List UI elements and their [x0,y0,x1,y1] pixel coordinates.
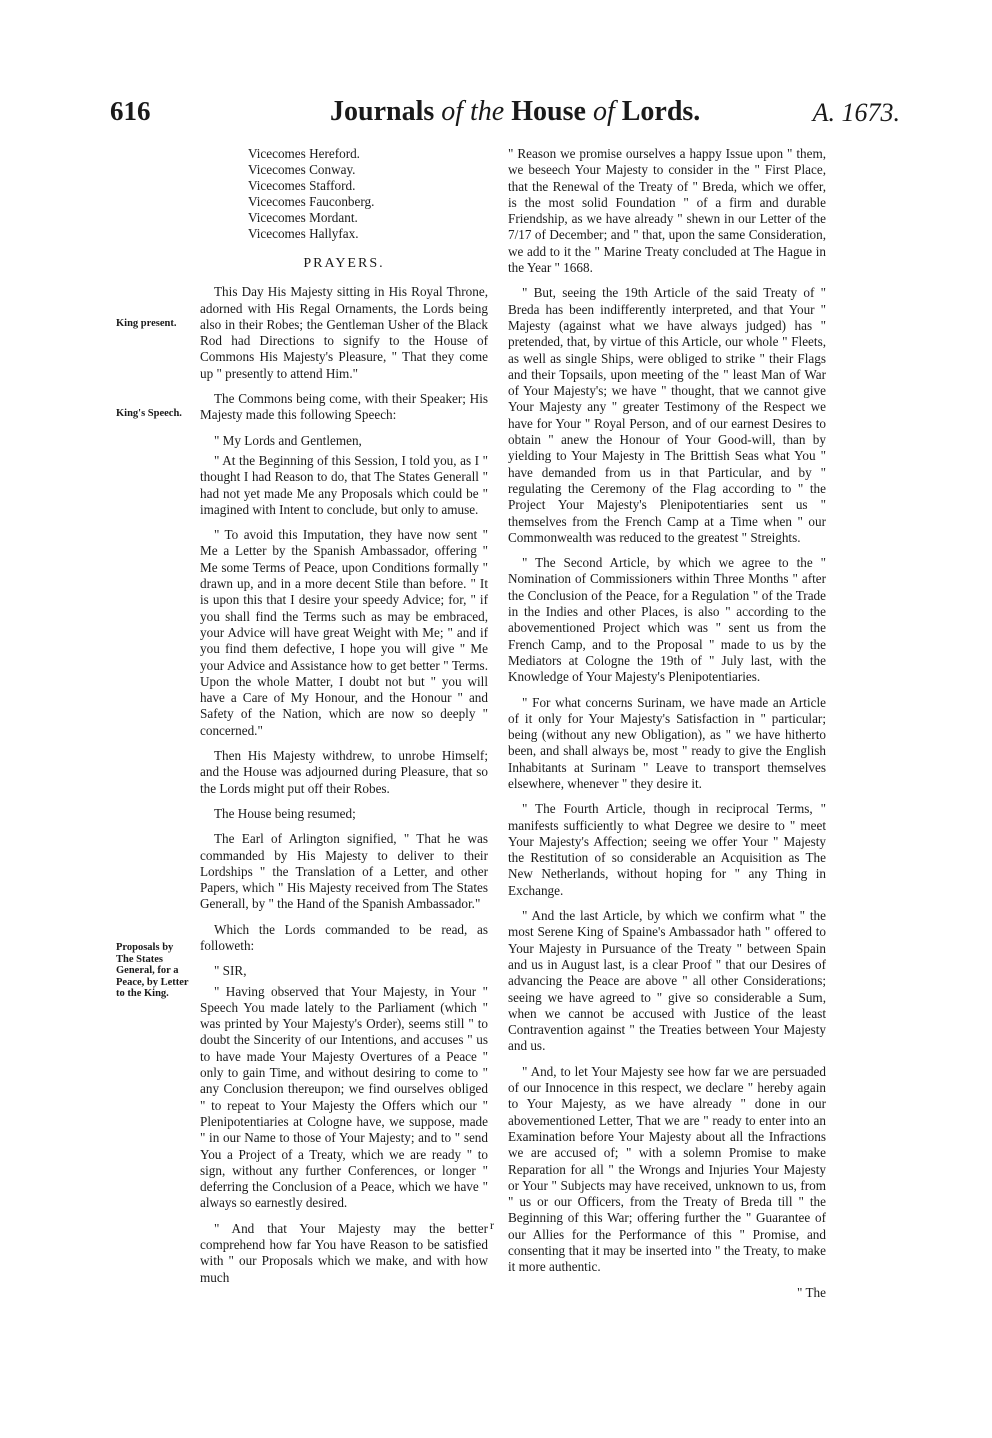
speech-salutation: " My Lords and Gentlemen, [214,432,362,448]
viscount-entry: Vicecomes Fauconberg. [248,194,375,209]
paragraph: " For what concerns Surinam, we have made an Article of it only for Your Majesty's Satisfaction in " particular; being (without any new Obligation), as " we have hitherto been, and shall always be, most " ready to give the English Inhabitants at Surinam " Leave to transport themselves elsewhere, whenever " they desire it. [508,694,826,791]
signature-mark: r [490,1218,494,1232]
paragraph: " But, seeing the 19th Article of the said Treaty of " Breda has been indifferently interpreted, and that Your " Majesty (against what we have always judged) has " pretended, that, by virtue of this Article, our whole " Fleets, as well as single Ships, were obliged to strike " their Flags and their Topsails, upon meeting of the " least Man of War of Your Majesty's; we have " thought, that we cannot give Your Majesty any " greater Testimony of the Respect we have for Your " Royal Person, and of our earnest Desires to obtain " anew the Honour of Your Good-will, than by yielding to Your Majesty in The Brittish Seas what You " have demanded from us in that Particular, and by " regulating the Ceremony of the Flag according to " the Project Your Majesty's Plenipotentiaries sent us " themselves from the French Camp at a Time when " our Commonwealth was reduced to the greatest " Streights. [508,285,826,545]
year-label: A. 1673. [812,98,900,127]
paragraph: The House being resumed; [214,805,356,821]
viscount-entry: Vicecomes Conway. [248,162,356,177]
paragraph: This Day His Majesty sitting in His Royal Throne, adorned with His Regal Ornaments, the Lords being also in their Robes; the Gentleman Usher of the Black Rod had Directions to signify to the House of Commons His Majesty's Pleasure, " That they come up " presently to attend Him." [200,284,488,381]
margin-note-proposals: Proposals by The States General, for a Peace, by Letter to the King. [116,942,189,999]
right-column [508,146,826,1301]
viscount-entry: Vicecomes Mordant. [248,210,358,225]
letter-salutation: " SIR, [214,963,247,979]
paragraph: " The Second Article, by which we agree to the " Nomination of Commissioners within Three Months " after the Conclusion of the Peace, for a Regulation " of the Trade in the Indies and other Places, is also " according to the abovementioned Project which was " sent us from the French Camp, and to the Proposal " made to us by the Mediators at Cologne the 19th of " July last, with the Knowledge of Your Majesty's Plenipotentiaries. [508,555,826,685]
page-title: Journals of the House of Lords. [330,96,701,127]
page-number: 616 [110,96,151,126]
paragraph: " Having observed that Your Majesty, in Your " Speech You made lately to the Parliament (which " was printed by Your Majesty's Order), seems still " to doubt the Sincerity of our Intentions, and accuses " us to have made Your Majesty Overtures of a Peace " only to gain Time, and without desiring to come to " any Conclusion thereupon; we find ourselves obliged " to repeat to Your Majesty the Offers which our " Plenipotentiaries at Cologne have, we suppose, made " in our Name to those of Your Majesty; and to " send You a Project of a Treaty, which we are ready " to sign, without any further Conferences, or longer " deferring the Conclusion of a Peace, which we have " always so earnestly desired. [200,983,488,1211]
paragraph: " Reason we promise ourselves a happy Issue upon " them, we beseech Your Majesty to consider in the " First Place, that the Renewal of the Treaty of " Breda, which we offer, is the most solid Foundation " of a firm and durable Friendship, as we have already " shewn in our Letter of the 7/17 of December; and " that, upon the same Consideration, we add to it the " Marine Treaty concluded at The Hague in the Year " 1668. [508,146,826,276]
margin-note-king-present: King present. [116,318,177,329]
paragraph: " And that Your Majesty may the better comprehend how far You have Reason to be satisfied with " our Proposals which we make, and with how much [200,1220,488,1285]
viscount-list [248,146,488,242]
viscount-entry: Vicecomes Stafford. [248,178,356,193]
prayers-heading: PRAYERS. [303,256,385,271]
running-header [110,96,900,136]
viscount-entry: Vicecomes Hereford. [248,146,360,161]
paragraph: " At the Beginning of this Session, I told you, as I " thought I had Reason to do, that The States Generall " had not yet made Me any Proposals which could be " imagined with Intent to conclude, but only to amuse. [200,452,488,517]
viscount-entry: Vicecomes Hallyfax. [248,226,359,241]
paragraph: The Earl of Arlington signified, " That he was commanded by His Majesty to deliver to their Lordships " the Translation of a Letter, and other Papers, which " His Majesty received from The States Generall, by " the Hand of the Spanish Ambassador." [200,831,488,912]
left-column [200,146,488,1295]
paragraph: The Commons being come, with their Speaker; His Majesty made this following Speech: [200,391,488,423]
catchword: " The [797,1284,826,1300]
paragraph: " The Fourth Article, though in reciprocal Terms, " manifests sufficiently to what Degree we desire to " meet Your Majesty's Affection; seeing we offer Your " Majesty the Restitution of so considerable an Acquisition as The New Netherlands, without hoping for " any Thing in Exchange. [508,801,826,898]
paragraph: Which the Lords commanded to be read, as followeth: [200,921,488,953]
paragraph: Then His Majesty withdrew, to unrobe Himself; and the House was adjourned during Pleasure, that so the Lords might put off their Robes. [200,748,488,796]
margin-note-kings-speech: King's Speech. [116,408,182,419]
paragraph: " And, to let Your Majesty see how far we are persuaded of our Innocence in this respect, we declare " hereby again to Your Majesty, as we have already " done in our abovementioned Letter, That we are " ready to enter into an Examination before Your Majesty about all the Infractions we are accused of; " with a solemn Promise to make Reparation for all " the Wrongs and Injuries Your Majesty or Your " Subjects may have received, unknown to us, from " us or our Officers, from the Treaty of Breda till " the Beginning of this War; offering further the " Guarantee of our Allies for the Performance of this " Promise, and consenting that it may be inserted into " the Treaty, to make it more authentic. [508,1063,826,1275]
paragraph: " And the last Article, by which we confirm what " the most Serene King of Spaine's Ambassador hath " offered to Your Majesty in Pursuance of the Treaty " between Spain and us in August last, is a clear Proof " that our Desires of advancing the Peace are above " all other Considerations; seeing we have agreed to " give so considerable a Sum, when we cannot be accused with Justice of the least Contravention against " the Treaties between Your Majesty and us. [508,908,826,1054]
paragraph: " To avoid this Imputation, they have now sent " Me a Letter by the Spanish Ambassador, offering " Me some Terms of Peace, upon Conditions formally " drawn up, and in a more decent Stile than before. " It is upon this that I desire your speedy Advice; for, " if you shall find the Terms such as may be embraced, your Advice will have great Weight with Me; " and if you find them defective, I hope you will give " Me your Advice and Assistance how to get better " Terms. Upon the whole Matter, I doubt not but " you will have a Care of My Honour, and the Honour " and Safety of the Nation, which are now so deeply " concerned." [200,527,488,738]
